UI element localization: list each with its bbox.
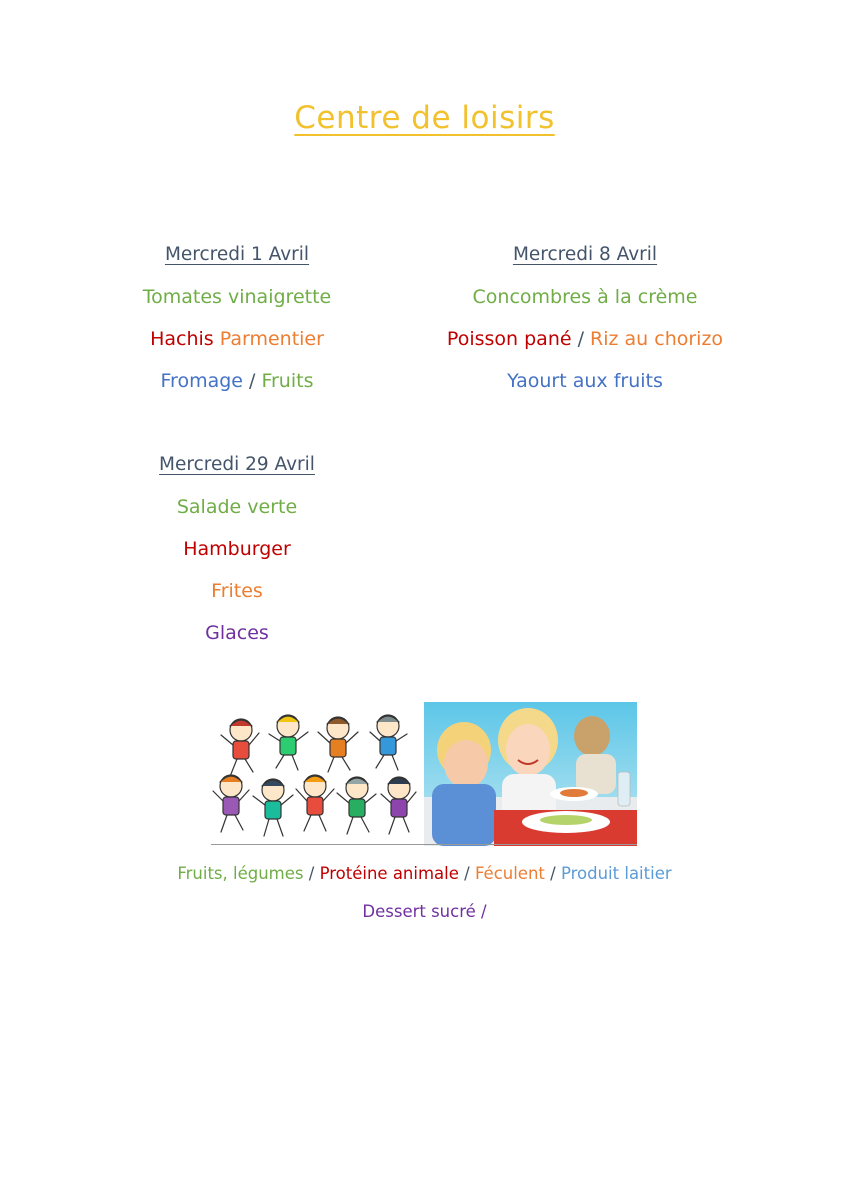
legend-feculent: Féculent <box>474 864 545 883</box>
menu-dessert: Fromage / Fruits <box>160 370 314 392</box>
image-divider-line <box>211 844 637 845</box>
children-eating-photo <box>424 702 637 846</box>
menu-main: Hachis Parmentier <box>150 328 324 350</box>
menu-dessert: Glaces <box>205 622 269 644</box>
illustration-strip <box>211 702 637 846</box>
menu-day: Mercredi 1 Avril <box>164 244 310 265</box>
menu-wednesday-1 <box>122 234 352 402</box>
menu-side: Frites <box>211 580 263 602</box>
menu-dessert: Yaourt aux fruits <box>507 370 663 392</box>
menu-wednesday-29 <box>122 444 352 654</box>
legend-proteine: Protéine animale <box>319 864 459 883</box>
menu-day: Mercredi 29 Avril <box>159 454 315 475</box>
color-legend-line-2: Dessert sucré / <box>362 902 487 921</box>
menu-main: Poisson pané / Riz au chorizo <box>446 328 724 350</box>
menu-starter: Salade verte <box>176 496 298 518</box>
legend-fruits-legumes: Fruits, légumes <box>177 864 304 883</box>
menu-starter: Concombres à la crème <box>472 286 698 308</box>
color-legend: Fruits, légumes / Protéine animale / Féculent / Produit laitier <box>177 864 672 883</box>
menu-day: Mercredi 8 Avril <box>512 244 658 265</box>
legend-laitier: Produit laitier <box>560 864 672 883</box>
menu-main: Hamburger <box>183 538 291 560</box>
cartoon-kids-illustration <box>211 702 422 846</box>
menu-starter: Tomates vinaigrette <box>142 286 332 308</box>
legend-dessert: Dessert sucré <box>362 902 476 921</box>
menu-wednesday-8 <box>440 234 730 402</box>
page-title: Centre de loisirs <box>294 100 555 136</box>
